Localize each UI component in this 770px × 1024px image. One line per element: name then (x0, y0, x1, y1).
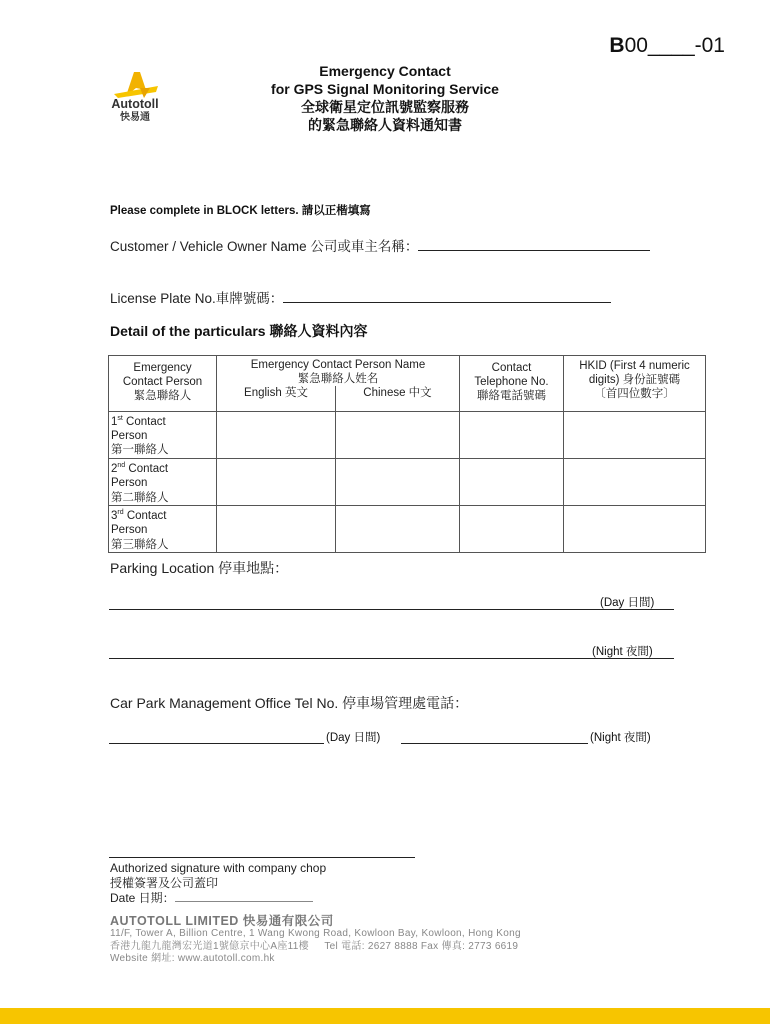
col-header-telephone (460, 356, 564, 412)
row-label-1: 1st Contact Person 第一聯絡人 (109, 411, 217, 458)
title-line3: 全球衛星定位訊號監察服務 (301, 99, 469, 115)
footer-address (110, 928, 521, 966)
form-number (609, 34, 725, 58)
brand-bar (0, 1008, 770, 1024)
col4-line1: HKID (First 4 numeric (579, 360, 690, 372)
signature-label: Authorized signature with company chop (110, 861, 327, 875)
title-line2: for GPS Signal Monitoring Service (271, 81, 499, 97)
col-header-hkid (564, 356, 706, 412)
cell-english-name-1[interactable] (217, 411, 336, 458)
cell-chinese-name-3[interactable] (336, 506, 460, 553)
parking-night-label: (Night 夜間) (592, 646, 653, 658)
footer-address-zh: 香港九龍九龍灣宏光道1號億京中心A座11樓 (110, 940, 309, 952)
col1-line3: 緊急聯絡人 (133, 390, 192, 402)
footer-website: Website 網址: www.autotoll.com.hk (110, 953, 275, 964)
license-plate-input[interactable] (283, 290, 611, 303)
logo-name: Autotoll (111, 97, 159, 111)
col3-line3: 聯絡電話號碼 (477, 390, 546, 402)
title-line1: Emergency Contact (319, 63, 451, 79)
cell-chinese-name-2[interactable] (336, 458, 460, 505)
col2-line1: Emergency Contact Person Name (250, 359, 426, 371)
customer-name-input[interactable] (418, 238, 650, 251)
parking-day-input[interactable] (109, 609, 674, 610)
form-number-rest: 00____-01 (624, 34, 725, 57)
instruction: Please complete in BLOCK letters. 請以正楷填寫 (110, 205, 371, 217)
signature-label-zh: 授權簽署及公司蓋印 (110, 876, 219, 890)
cell-hkid-2[interactable] (564, 458, 706, 505)
col-header-name (217, 356, 460, 387)
parking-location-label: Parking Location 停車地點： (110, 560, 289, 576)
col3-line2: Telephone No. (474, 376, 549, 388)
col3-line1: Contact (491, 362, 532, 374)
carpark-night-label: (Night 夜間) (590, 732, 651, 744)
footer-address-zh-line (110, 941, 521, 954)
parking-day-label: (Day 日間) (600, 597, 655, 609)
signature-block (110, 861, 326, 906)
license-plate-label: License Plate No.車牌號碼： (110, 291, 284, 306)
carpark-day-label: (Day 日間) (326, 732, 381, 744)
signature-input[interactable] (109, 857, 415, 858)
title-line4: 的緊急聯絡人資料通知書 (308, 117, 462, 133)
cell-telephone-3[interactable] (460, 506, 564, 553)
table-row (109, 411, 706, 458)
col-header-contact-person (109, 356, 217, 412)
carpark-day-input[interactable] (109, 743, 324, 744)
parking-night-input[interactable] (109, 658, 674, 659)
customer-name-label: Customer / Vehicle Owner Name 公司或車主名稱： (110, 239, 419, 254)
carpark-night-input[interactable] (401, 743, 588, 744)
row-label-3: 3rd Contact Person 第三聯絡人 (109, 506, 217, 553)
license-plate-field (110, 287, 611, 307)
date-field (110, 891, 326, 906)
col4-line2: digits) 身份証號碼 (588, 374, 681, 386)
date-label: Date 日期： (110, 891, 175, 905)
col-header-chinese: Chinese 中文 (336, 386, 460, 411)
date-input[interactable] (175, 891, 313, 902)
carpark-tel-label: Car Park Management Office Tel No. 停車場管理處電話： (110, 695, 469, 711)
row-label-2: 2nd Contact Person 第二聯絡人 (109, 458, 217, 505)
col1-line2: Contact Person (122, 376, 203, 388)
col-header-english: English 英文 (217, 386, 336, 411)
cell-telephone-2[interactable] (460, 458, 564, 505)
document-title (0, 62, 770, 134)
table-row (109, 506, 706, 553)
cell-hkid-3[interactable] (564, 506, 706, 553)
col2-line2: 緊急聯絡人姓名 (297, 373, 379, 385)
customer-name-field (110, 235, 650, 255)
footer-address-en: 11/F, Tower A, Billion Centre, 1 Wang Kwong Road, Kowloon Bay, Kowloon, Hong Kong (110, 928, 521, 939)
cell-english-name-2[interactable] (217, 458, 336, 505)
footer-tel-fax: Tel 電話: 2627 8888 Fax 傳真: 2773 6619 (324, 940, 519, 952)
logo-chinese: 快易通 (120, 112, 150, 123)
form-number-prefix: B (609, 34, 625, 57)
footer-company: AUTOTOLL LIMITED 快易通有限公司 (110, 914, 334, 928)
col1-line1: Emergency (133, 362, 192, 374)
col4-line3: 〔首四位數字〕 (594, 388, 675, 400)
cell-hkid-1[interactable] (564, 411, 706, 458)
section-title: Detail of the particulars 聯絡人資料內容 (110, 323, 368, 339)
contact-table (108, 355, 706, 553)
table-row (109, 458, 706, 505)
cell-english-name-3[interactable] (217, 506, 336, 553)
cell-telephone-1[interactable] (460, 411, 564, 458)
cell-chinese-name-1[interactable] (336, 411, 460, 458)
